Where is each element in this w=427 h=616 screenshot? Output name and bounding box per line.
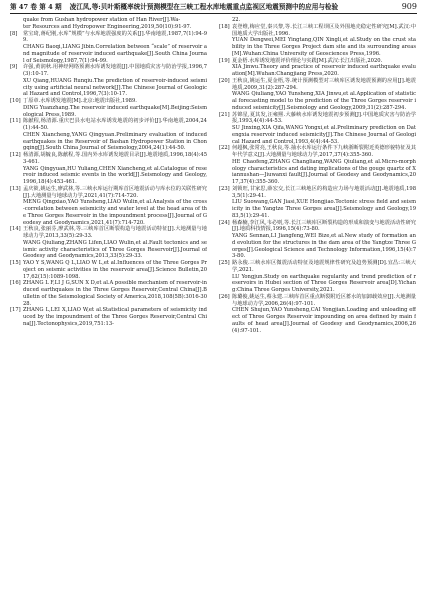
reference-text [232,220,416,261]
reference-number: [19] [219,57,230,64]
reference-text [23,152,207,186]
reference-line: WANG Qiuliang,YAO Yunsheng,XIA Jinwu,et al.Application of statistical forecasting model to the prediction of the Three Gorges reservoir induced seismicity[J].Seismology and Geology,2009,31(2):287-294. [232,91,416,111]
reference-entry [10,17,207,31]
reference-entry [10,280,207,307]
running-title: 凌江凤,等:贝叶斯概率统计预测模型在三峡工程水库地震重点监视区地震预测中的应用与检验 [69,3,339,11]
reference-line: 何超枫,张常亮,王秋良,等.抽水水库运行条件下九峡浙断裂附近英德形貌特征及其年代学意义[J].大地测量与地球动力学,2017,37(4):355-360. [232,145,416,158]
reference-entry [10,152,207,186]
reference-line: YANG Sennan,LI Jiangfeng,WEI Bize,et al.New study of formation and evolution for the structures in the dam area of the Yangtze Three Gorges[J].Geological Science and Technology Information,1996,15(4):73-80. [232,233,416,260]
reference-entry [10,64,207,98]
reference-text [23,118,207,152]
reference-entry [219,58,416,78]
reference-line: YUAN Dengwei,MEI Yingtang,QIN Xingli,et al.Study on the crust stability in the Three Gorges Project dam site and its surrounding areas[M].Wuhan:China University of Geosciences Press,1996. [232,37,416,57]
reference-line: 许强,黄润秋.用神经网络预测水库诱发地震[J].中国地质灾害与防治学报,1996,7(3):10-17. [23,64,207,77]
reference-text [232,294,416,335]
reference-number: [17] [10,307,21,314]
running-header [10,3,417,14]
reference-number: [20] [219,77,230,84]
reference-text [232,145,416,186]
reference-entry [10,31,207,65]
reference-entry [10,307,207,327]
reference-line: CHANG Baoqi,LIANG Jibin.Correlation between “scale” of reservoir and magnitude of reservoir induced earthquake[J].South China Journal of Seismology,1987,7(1):94-99. [23,44,207,64]
reference-line: 王秋良,张丽芬,廖武林,等.三峡库首区断裂构造与地震活动特征[J].大地测量与地球动力学,2013,33(5):29-33. [23,226,207,239]
reference-entry [219,186,416,220]
reference-text [232,58,416,78]
reference-number: [9] [10,64,18,71]
reference-number: [15] [10,260,21,266]
reference-number: [8] [10,30,18,37]
reference-text [23,186,207,227]
reference-text [232,24,416,58]
reference-line: 杨森楠,李江风,韦必则,等.长江三峡库区断裂构造的形成和演变与地震活动性研究[J].地质科技情报,1996,15(4):73-80. [232,219,416,233]
reference-line: MENG Qingxiao,YAO Yunsheng,LIAO Wulin,et al.Analysis of the cross-correlation between seismicity and water level at the head area of the Three Gorges Reservoir in the impoundment process[J].Journal of Geodesy and Geodynamics,2021,41(7):714-720. [23,199,207,226]
left-column [10,17,207,334]
reference-number: [11] [10,118,21,125]
reference-line: HE Chaofeng,ZHANG Changliang,WANG Qiuliang,et al.Micro-morphology characteristics and dating implications of the gouge quartz of Xiannushan—Jiuwanxi fault[J].Journal of Geodesy and Geodynamics,2017,37(4):355-360. [232,158,416,185]
header-left [10,3,338,11]
reference-entry [219,260,416,294]
reference-entry [10,226,207,260]
reference-text [10,17,207,31]
reference-line: YANG Qingyuan,HU Yuliang,CHEN Xiancheng,et al.Catalogue of reservoir induced seismic events in the world[J].Seismology and Geology,1996,18(4):453-461. [23,165,207,185]
reference-entry [219,145,416,186]
reference-line: WANG Qiuliang,ZHANG Lifen,LIAO Wulin,et al.Fault tectonics and seismic activity characteristics of Three Gorges Reservoir[J].Journal of Geodesy and Geodynamics,2013,33(5):29-33. [23,239,207,260]
reference-text [232,260,416,294]
reference-line: ZHANG L F,LI J G,SUN X D,et al.A possible mechanism of reservoir-induced earthquakes in the Three Gorges Reservoir,Central China[J].Bulletin of the Seismological Society of America,2018,108(5B):3016-3028. [23,280,207,307]
reference-number: [13] [10,185,21,192]
reference-line: 杨清源,胡毓良,陈献程,等.国内外水库诱发地震目录[J].地震地质,1996,18(4):453-461. [23,152,207,165]
reference-line: 陈璐俊,姚运生,蔡永建.三峡库首区重点断裂附近区蓄水的加卸载效应[J].大地测量与地球动力学,2006,26(4):97-101. [232,293,416,307]
reference-columns [10,17,417,334]
reference-number: [18] [219,23,230,30]
reference-line: 夏金梧.水库诱发地震评价理论与实践[M].武汉:长江出版社,2020. [232,57,383,64]
reference-entry [10,260,207,280]
reference-text [232,112,416,146]
reference-text [23,98,207,118]
reference-text [232,78,416,112]
reference-line: YAO Y S,WANG Q L,LIAO W L,et al.Influences of the Three Gorges Project on seismic activities in the reservoir area[J].Science Bulletin,2017,62(15):1089-1098. [23,260,207,280]
reference-line: LIU Suowang,GAN Jiasi,XUE Hongjiao.Tectonic stress field and seismicity in the Yangtze Three Gorges area[J].Seismology and Geology,1983,5(1):29-41. [232,199,416,219]
page-number: 909 [401,2,417,11]
reference-entry [10,118,207,152]
reference-line: XU Qiang,HUANG Runqiu.The prediction of reservoir-induced seismicity using artificial neural network[J].The Chinese Journal of Geological Hazard and Control,1996,7(3):10-17. [23,77,207,98]
reference-line: SU Jinxing,XIA Qifa,WANG Yongxi,et al.Preliminary prediction on Datengxia reservoir induced seismicity[J].The Chinese Journal of Geological Hazard and Control,1993,4(4):44-53. [232,125,416,145]
reference-text [23,31,207,65]
reference-text [23,307,207,327]
right-column [219,17,416,334]
reference-entry [10,186,207,227]
reference-entry [219,24,416,58]
reference-line: quake from Gushan hydropower station of Han River[J].Wa- [23,17,181,23]
reference-entry [219,78,416,112]
reference-line: CHEN Xiancheng,YANG Qingyuan.Preliminary evaluation of induced earthquakes in the Reservoir of Bashan Hydropower Station in Chongqing[J].South China Journal of Seismology,2004,24(1):44-50. [23,131,207,152]
reference-line: XIA Jinwu.Theory and practice of reservoir induced earthquake evaluation[M].Wuhan:Changjiang Press,2020. [232,64,416,77]
reference-number: [12] [10,152,21,158]
reference-line: CHEN Shujun,YAO Yunsheng,CAI Yongjian.Loading and unloading effect of Three Gorges Reservoir impounding on area defined by main faults of head area[J].Journal of Geodesy and Geodynamics,2006,26(4):97-101. [232,307,416,334]
reference-text [232,186,416,220]
reference-line: 路永俊.三峡水库区微震活动特征及地震规律性研究及趋势预测[D].宜昌:三峡大学,2021. [232,260,416,273]
reference-number: [25] [219,260,230,266]
reference-entry [10,98,207,118]
reference-line: 22. [232,17,241,23]
reference-line: DING Yuanzhang.The reservoir induced earthquake[M].Beijing:Seismological Press,1989. [23,104,207,118]
reference-number: [23] [219,185,230,192]
reference-number: [24] [219,219,230,226]
reference-line: 常宝琦,蒋纪刚,水库“规模”与水库地震强度的关系[J].华南地震,1987,7(1):94-99. [23,30,207,44]
reference-line: 王秋良,姚运生,夏金梧,等.统计预测模型对三峡库区诱发地震预测的应用[J].地震地质,2009,31(2):287-294. [232,77,416,91]
reference-entry [219,17,416,24]
reference-line: LU Yongjun.Study on earthquake regularity and trend prediction of reservoirs in Hubei section of Three Gorges Reservoir area[D].Yichang:China Three Gorges University,2021. [232,273,416,293]
volume-issue: 第 47 卷 第 4 期 [10,3,62,11]
reference-line: ter Resources and Hydropower Engineering,2019,50(10):91-97. [23,23,192,30]
reference-entry [219,112,416,146]
reference-entry [219,220,416,261]
reference-text [23,64,207,98]
reference-line: 孟庆筱,姚运生,廖武林,等.三峡水库运行期库首区地震活动与库水位的关联性研究[J].大地测量与地球动力学,2021,41(7):714-720. [23,185,207,199]
reference-line: 苏锦星,夏其发,汪雍熙.大藤峡水库诱发地震初步预测[J].中国地质灾害与防治学报,1993,4(4):44-53. [232,111,416,125]
reference-line: 刘锁旺,甘家思,薛宏交,长江三峡地区的构造应力场与地震活动[J].地震地质,1983,5(1):29-41. [232,185,416,199]
reference-line: 袁登维,梅应堂,秦兴黎,等.长江三峡工程坝区及外围地壳稳定性研究[M].武汉:中国地质大学出版社,1996. [232,23,416,37]
reference-text [23,226,207,260]
reference-text [23,260,207,280]
reference-line: ZHANG L,LEI X,LIAO W,et al.Statistical parameters of seismicity induced by the impoundment of the Three Gorges Reservoir,Central China[J].Tectonophysics,2019,751:13- [23,307,207,327]
reference-entry [219,294,416,335]
reference-number: [26] [219,293,230,300]
reference-number: [21] [219,111,230,118]
reference-number: [16] [10,280,21,287]
reference-line: 陈献程,杨清源.重庆巴县水电站水库诱发地震的初步评价[J].华南地震,2004,24(1):44-50. [23,118,207,131]
reference-line: 丁原章.水库诱发地震[M].北京:地震出版社,1989. [23,98,137,104]
reference-text [219,17,416,24]
reference-number: [10] [10,98,21,104]
reference-text [23,280,207,307]
reference-number: [14] [10,226,21,233]
reference-number: [22] [219,145,230,152]
